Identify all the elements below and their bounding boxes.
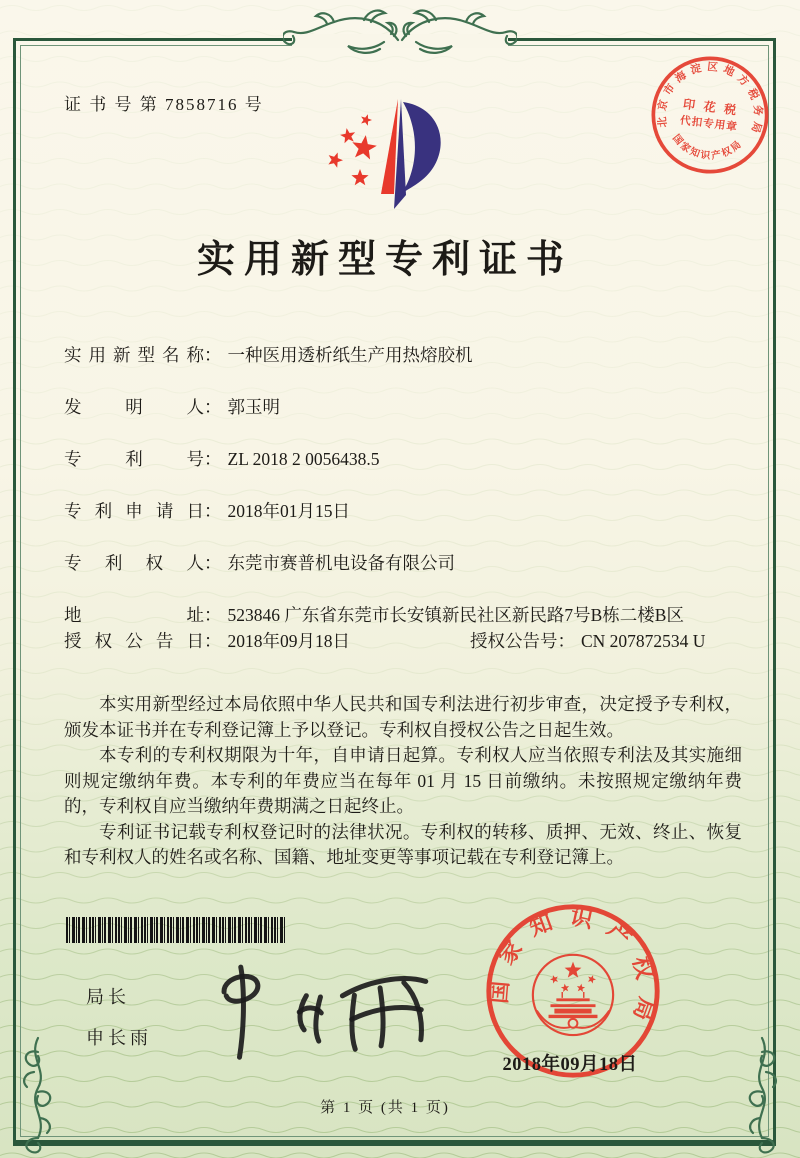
field-label-inventor: 发明人	[64, 397, 204, 417]
national-emblem-icon	[533, 955, 613, 1035]
field-row-filing-date	[64, 498, 756, 524]
tax-stamp-line2: 代扣专用章	[679, 114, 739, 134]
page-footer: 第 1 页 (共 1 页)	[320, 1100, 450, 1116]
signoff-name: 申长雨	[86, 1028, 152, 1048]
field-colon: ：	[204, 449, 222, 469]
field-value-patent-no: ZL 2018 2 0056438.5	[227, 449, 380, 469]
field-colon: ：	[204, 631, 222, 651]
seal-arc-text: 国家知识产权局	[486, 903, 661, 1038]
certificate-number: 证 书 号 第 7858716 号	[64, 95, 264, 114]
barcode	[66, 916, 290, 949]
field-label-grant-date: 授权公告日	[64, 631, 204, 651]
field-row-grant	[64, 628, 756, 654]
field-colon: ：	[557, 631, 575, 651]
tax-stamp-bottom-arc: 国家知识产权局	[670, 132, 745, 162]
field-value-grant-no: CN 207872534 U	[581, 631, 706, 651]
seal-date: 2018年09月18日	[502, 1055, 638, 1075]
corner-ornament-right-icon	[736, 1034, 790, 1156]
field-row-address	[64, 602, 756, 628]
stamp-tax-seal	[638, 43, 783, 188]
field-value-address: 523846 广东省东莞市长安镇新民社区新民路7号B栋二楼B区	[227, 605, 684, 625]
field-value-inventor: 郭玉明	[227, 397, 280, 417]
fields-section	[64, 342, 756, 680]
tax-stamp-top-arc: 北京市海淀区地方税务局	[655, 60, 764, 139]
field-grant-date	[64, 628, 470, 654]
field-colon: ：	[204, 605, 222, 625]
field-value-grant-date: 2018年09月18日	[227, 631, 350, 651]
cnipa-logo-icon	[318, 96, 490, 232]
barcode-bars	[66, 916, 290, 944]
field-row-inventor	[64, 394, 756, 420]
page-title: 实用新型专利证书	[196, 239, 573, 281]
field-colon: ：	[204, 501, 222, 521]
signature-handwriting	[192, 939, 448, 1077]
field-value-patentee: 东莞市赛普机电设备有限公司	[227, 553, 455, 573]
field-value-name: 一种医用透析纸生产用热熔胶机	[227, 345, 473, 365]
signoff-title: 局长	[86, 987, 130, 1007]
tax-stamp-line1: 印 花 税	[682, 96, 740, 118]
field-label-patentee: 专利权人	[64, 553, 204, 573]
field-row-name	[64, 342, 756, 368]
field-row-patentee	[64, 550, 756, 576]
body-paragraph-1: 本实用新型经过本局依照中华人民共和国专利法进行初步审查，决定授予专利权，颁发本证书并在专利登记簿上予以登记。专利权自授权公告之日起生效。	[64, 694, 742, 740]
field-label-patent-no: 专利号	[64, 449, 204, 469]
dragon-ornament-icon	[283, 6, 517, 64]
field-label-filing-date: 专利申请日	[64, 501, 204, 521]
field-colon: ：	[204, 397, 222, 417]
field-row-patent-no	[64, 446, 756, 472]
field-grant-no	[470, 628, 705, 654]
corner-ornament-left-icon	[10, 1034, 64, 1156]
body-paragraph-2: 本专利的专利权期限为十年，自申请日起算。专利权人应当依照专利法及其实施细则规定缴纳年费。本专利的年费应当在每年 01 月 15 日前缴纳。未按照规定缴纳年费的，专利权自应当缴纳年费期满之日起终止。	[64, 745, 742, 816]
field-label-name: 实用新型名称	[64, 345, 204, 365]
field-colon: ：	[204, 345, 222, 365]
svg-text:国家知识产权局	[668, 129, 746, 166]
field-colon: ：	[204, 553, 222, 573]
field-value-filing-date: 2018年01月15日	[227, 501, 350, 521]
field-label-grant-no: 授权公告号	[470, 631, 558, 651]
field-label-address: 地址	[64, 605, 204, 625]
body-text	[64, 692, 742, 871]
body-paragraph-3: 专利证书记载专利权登记时的法律状况。专利权的转移、质押、无效、终止、恢复和专利权人的姓名或名称、国籍、地址变更等事项记载在专利登记簿上。	[64, 821, 742, 867]
